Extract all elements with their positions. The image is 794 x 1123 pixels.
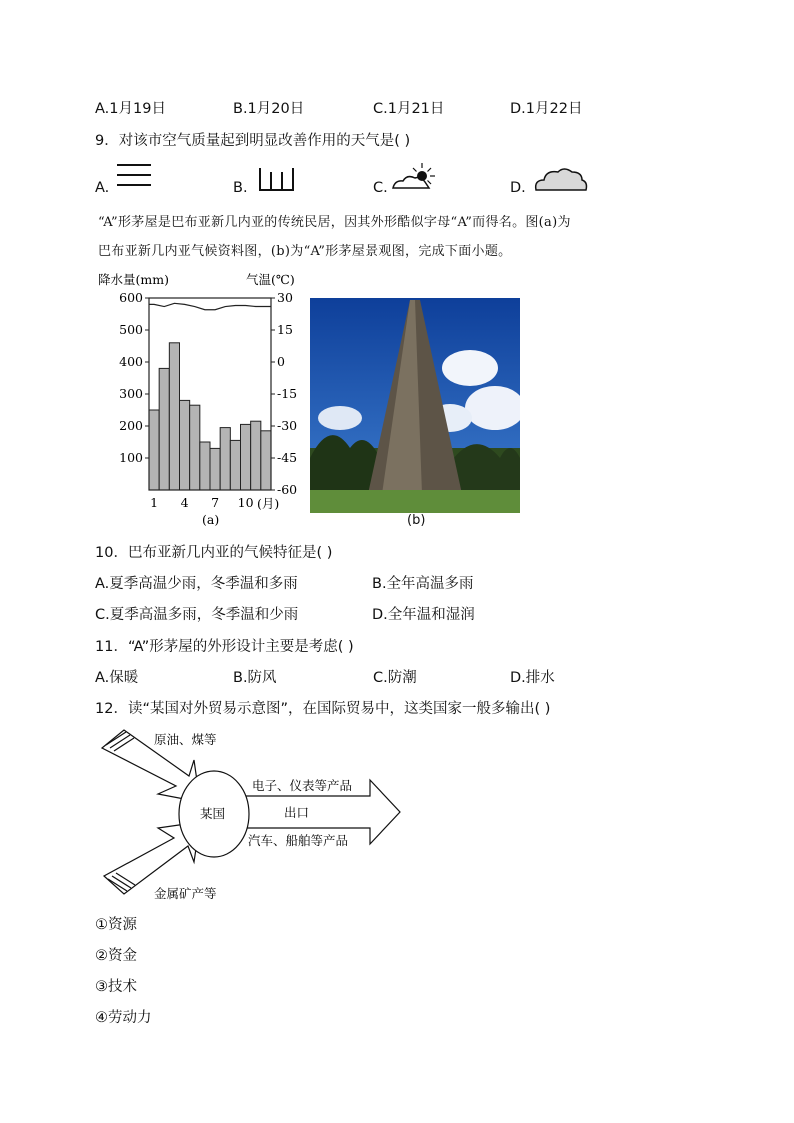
precipitation-bar [210,448,220,490]
y2-tick-label: -15 [277,386,298,401]
x-tick-label: 10 [237,495,254,510]
q10-option-d[interactable]: D.全年温和湿润 [372,607,475,623]
export-mid-label: 出口 [284,805,310,820]
x-tick-label: 1 [150,495,159,510]
precipitation-bar [159,368,169,490]
q11-option-b[interactable]: B.防风 [233,670,277,686]
y-tick-label: 200 [119,418,143,433]
q8-option-c[interactable]: C.1月21日 [373,101,445,117]
a-frame-hut-photo [310,298,520,513]
precipitation-bar [261,431,271,490]
y-tick-label: 600 [119,290,143,305]
q12-choice-3[interactable]: ③技术 [95,979,137,995]
x-axis-unit: (月) [257,496,280,511]
country-label: 某国 [200,806,226,821]
q9-option-c-label: C. [373,180,388,196]
y-tick-label: 400 [119,354,143,369]
y2-tick-label: -60 [277,482,298,497]
q9-stem: 9．对该市空气质量起到明显改善作用的天气是( ) [95,133,411,149]
y2-tick-label: -45 [277,450,298,465]
q12-stem: 12．读“某国对外贸易示意图”，在国际贸易中，这类国家一般多输出( ) [95,701,551,717]
precipitation-bar [190,405,200,490]
q10-stem: 10．巴布亚新几内亚的气候特征是( ) [95,545,333,561]
front-symbol-icon [257,164,297,194]
chart-caption: (a) [202,512,220,527]
fog-symbol-icon [115,160,155,192]
y2-tick-label: -30 [277,418,298,433]
x-tick-label: 7 [211,495,220,510]
q11-option-d[interactable]: D.排水 [510,670,555,686]
q9-option-b-label: B. [233,180,248,196]
import-bottom-label: 金属矿产等 [154,886,217,901]
sun-cloud-icon [389,160,437,194]
y2-tick-label: 0 [277,354,285,369]
y2-tick-label: 30 [277,290,293,305]
q10-option-c[interactable]: C.夏季高温多雨，冬季温和少雨 [95,607,299,623]
x-tick-label: 4 [180,495,189,510]
q8-option-a[interactable]: A.1月19日 [95,101,166,117]
export-bottom-label: 汽车、船舶等产品 [248,833,349,848]
q12-choice-2[interactable]: ②资金 [95,948,137,964]
cloud-icon [532,164,590,194]
y-tick-label: 500 [119,322,143,337]
import-top-label: 原油、煤等 [154,732,217,747]
precipitation-bar [200,442,210,490]
y-tick-label: 100 [119,450,143,465]
precipitation-bar [149,410,159,490]
q11-option-c[interactable]: C.防潮 [373,670,417,686]
intro-line-1: “A”形茅屋是巴布亚新几内亚的传统民居，因其外形酷似字母“A”而得名。图(a)为 [98,215,571,230]
climate-chart [94,268,306,528]
intro-line-2: 巴布亚新几内亚气候资料图，(b)为“A”形茅屋景观图，完成下面小题。 [98,244,512,259]
q10-option-a[interactable]: A.夏季高温少雨，冬季温和多雨 [95,576,298,592]
q12-choice-4[interactable]: ④劳动力 [95,1010,152,1026]
q10-option-b[interactable]: B.全年高温多雨 [372,576,474,592]
precipitation-bar [251,421,261,490]
precipitation-bar [169,343,179,490]
trade-diagram [94,724,406,906]
y2-tick-label: 15 [277,322,293,337]
q8-option-d[interactable]: D.1月22日 [510,101,583,117]
q9-option-a-label: A. [95,180,110,196]
y-axis-label: 降水量(mm) [98,272,169,287]
q12-choice-1[interactable]: ①资源 [95,917,137,933]
y2-axis-label: 气温(℃) [246,272,295,287]
precipitation-bar [241,424,251,490]
precipitation-bar [180,400,190,490]
q9-option-d-label: D. [510,180,526,196]
precipitation-bar [230,440,240,490]
temperature-line [149,303,271,309]
precipitation-bar [220,428,230,490]
export-top-label: 电子、仪表等产品 [252,778,353,793]
y-tick-label: 300 [119,386,143,401]
photo-caption: (b) [407,513,426,528]
q8-option-b[interactable]: B.1月20日 [233,101,305,117]
q11-option-a[interactable]: A.保暖 [95,670,139,686]
q11-stem: 11．“A”形茅屋的外形设计主要是考虑( ) [95,639,354,655]
